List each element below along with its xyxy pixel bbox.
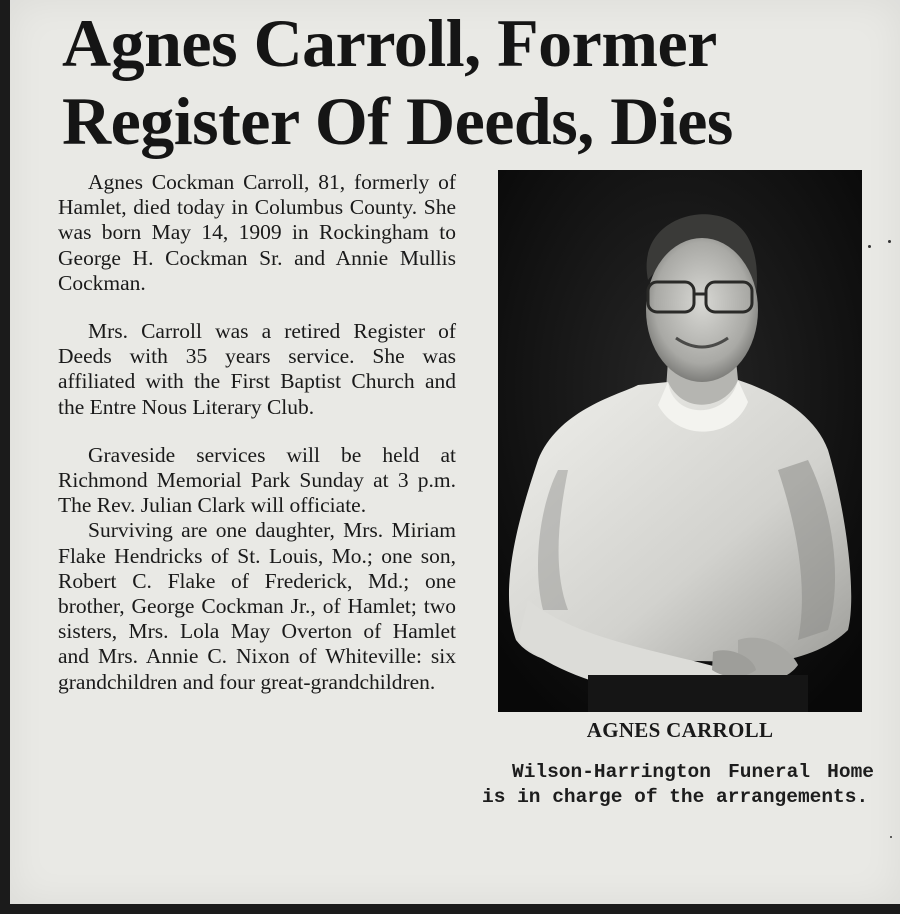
- headline: [62, 4, 892, 160]
- photo-caption: AGNES CARROLL: [586, 718, 774, 742]
- funeral-home-note: Wilson-Harrington Funeral Home is in charge of the arrangements.: [482, 761, 874, 808]
- paragraph-career: Mrs. Carroll was a retired Register of Deeds with 35 years service. She was affiliated with the First Baptist Church and the Entre Nous Literary Club.: [58, 319, 456, 419]
- paragraph-death-notice: Agnes Cockman Carroll, 81, formerly of Hamlet, died today in Columbus County. She was born May 14, 1909 in Rockingham to George H. Cockman Sr. and Annie Mullis Cockman.: [58, 170, 456, 295]
- portrait-photo: [498, 170, 862, 712]
- portrait-image: [498, 170, 862, 712]
- print-speck: [890, 836, 892, 838]
- print-speck: [888, 240, 891, 243]
- headline-line-1: Agnes Carroll, Former: [62, 5, 717, 81]
- print-speck: [868, 245, 871, 248]
- newspaper-clipping: [10, 0, 900, 904]
- paragraph-survivors: Surviving are one daughter, Mrs. Miriam Flake Hendricks of St. Louis, Mo.; one son, Robert C. Flake of Frederick, Md.; one brother, George Cockman Jr., of Hamlet; two sisters, Mrs. Lola May Overton of Hamlet and Mrs. Annie C. Nixon of Whiteville: six grandchildren and four great-grandchildren.: [58, 518, 456, 694]
- headline-line-2: Register Of Deeds, Dies: [62, 83, 733, 159]
- paragraph-services: Graveside services will be held at Richmond Memorial Park Sunday at 3 p.m. The Rev. Julian Clark will officiate.: [58, 442, 456, 518]
- obituary-text-column: [58, 170, 456, 695]
